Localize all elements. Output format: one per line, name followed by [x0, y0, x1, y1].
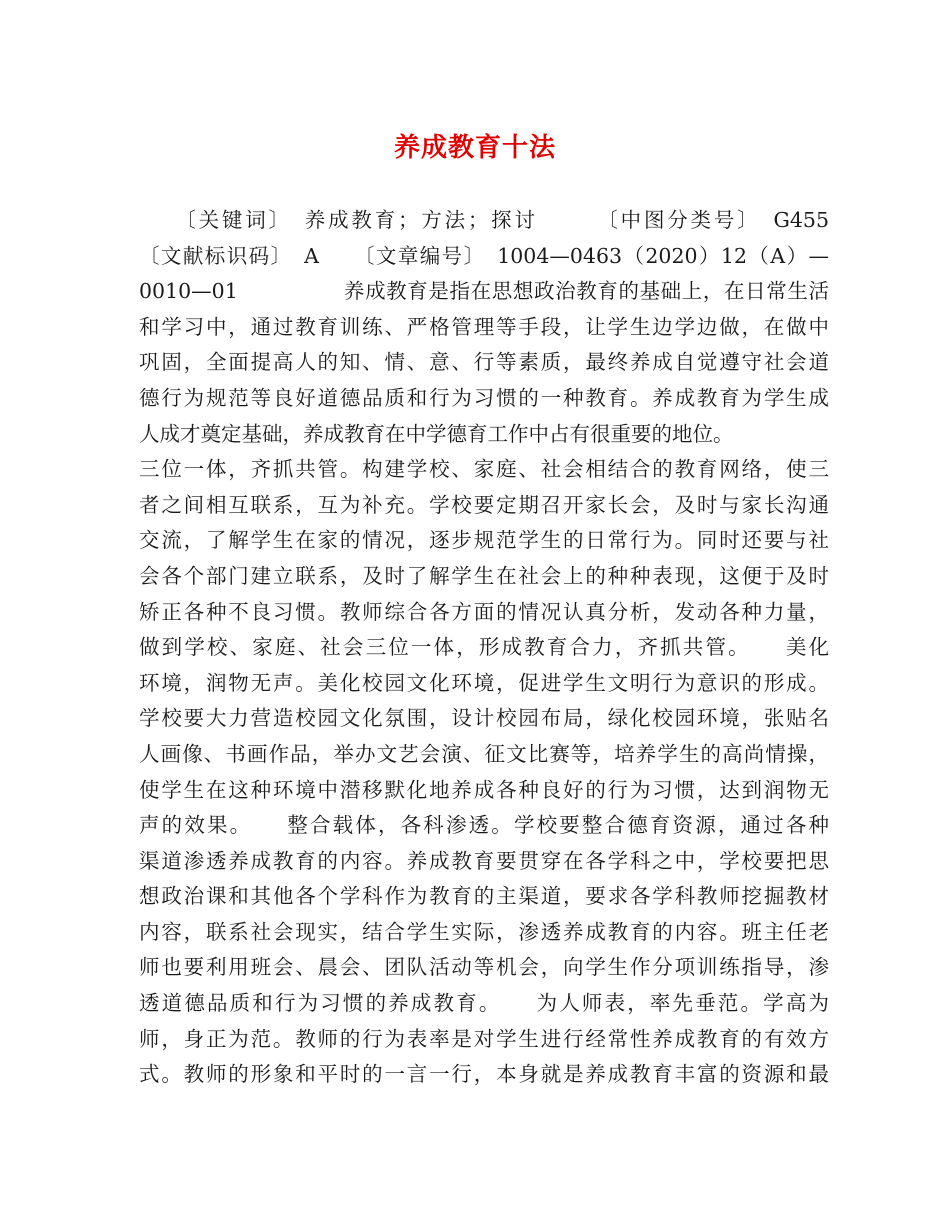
body-line: 德行为规范等良好道德品质和行为习惯的一种教育。养成教育为学生成 [139, 385, 829, 410]
body-line: 巩固，全面提高人的知、情、意、行等素质，最终养成自觉遵守社会道 [139, 350, 829, 375]
body-line: 想政治课和其他各个学科作为教育的主渠道，要求各学科教师挖掘教材 [139, 884, 829, 909]
body-line: 人成才奠定基础，养成教育在中学德育工作中占有很重要的地位。 [139, 421, 734, 446]
body-line: 做到学校、家庭、社会三位一体，形成教育合力，齐抓共管。 美化 [139, 635, 829, 660]
body-line: 0010—01 养成教育是指在思想政治教育的基础上，在日常生活 [139, 279, 829, 304]
body-line: 矫正各种不良习惯。教师综合各方面的情况认真分析，发动各种力量， [139, 599, 829, 624]
body-line: 透道德品质和行为习惯的养成教育。 为人师表，率先垂范。学高为 [139, 991, 829, 1016]
body-line: 和学习中，通过教育训练、严格管理等手段，让学生边学边做，在做中 [139, 314, 829, 339]
body-line: 〔文献标识码〕 A 〔文章编号〕 1004—0463（2020）12（A）— [139, 243, 829, 268]
body-line: 〔关键词〕 养成教育；方法；探讨 〔中图分类号〕 G455 [139, 208, 829, 232]
body-line: 式。教师的形象和平时的一言一行，本身就是养成教育丰富的资源和最 [139, 1062, 829, 1087]
body-line: 学校要大力营造校园文化氛围，设计校园布局，绿化校园环境，张贴名 [139, 706, 829, 731]
body-line: 内容，联系社会现实，结合学生实际，渗透养成教育的内容。班主任老 [139, 919, 829, 944]
body-line: 渠道渗透养成教育的内容。养成教育要贯穿在各学科之中，学校要把思 [139, 848, 829, 873]
body-line: 交流，了解学生在家的情况，逐步规范学生的日常行为。同时还要与社 [139, 528, 829, 553]
body-line: 会各个部门建立联系，及时了解学生在社会上的种种表现，这便于及时 [139, 563, 829, 588]
document-body [139, 203, 829, 1093]
body-line: 三位一体，齐抓共管。构建学校、家庭、社会相结合的教育网络，使三 [139, 457, 829, 482]
body-line: 师也要利用班会、晨会、团队活动等机会，向学生作分项训练指导，渗 [139, 955, 829, 980]
body-line: 声的效果。 整合载体，各科渗透。学校要整合德育资源，通过各种 [139, 813, 829, 838]
body-line: 者之间相互联系，互为补充。学校要定期召开家长会，及时与家长沟通 [139, 492, 829, 517]
body-line: 人画像、书画作品，举办文艺会演、征文比赛等，培养学生的高尚情操， [139, 741, 829, 766]
body-line: 师，身正为范。教师的行为表率是对学生进行经常性养成教育的有效方 [139, 1026, 829, 1051]
body-line: 使学生在这种环境中潜移默化地养成各种良好的行为习惯，达到润物无 [139, 777, 829, 802]
body-line: 环境，润物无声。美化校园文化环境，促进学生文明行为意识的形成。 [139, 670, 829, 695]
document-title: 养成教育十法 [393, 133, 556, 163]
